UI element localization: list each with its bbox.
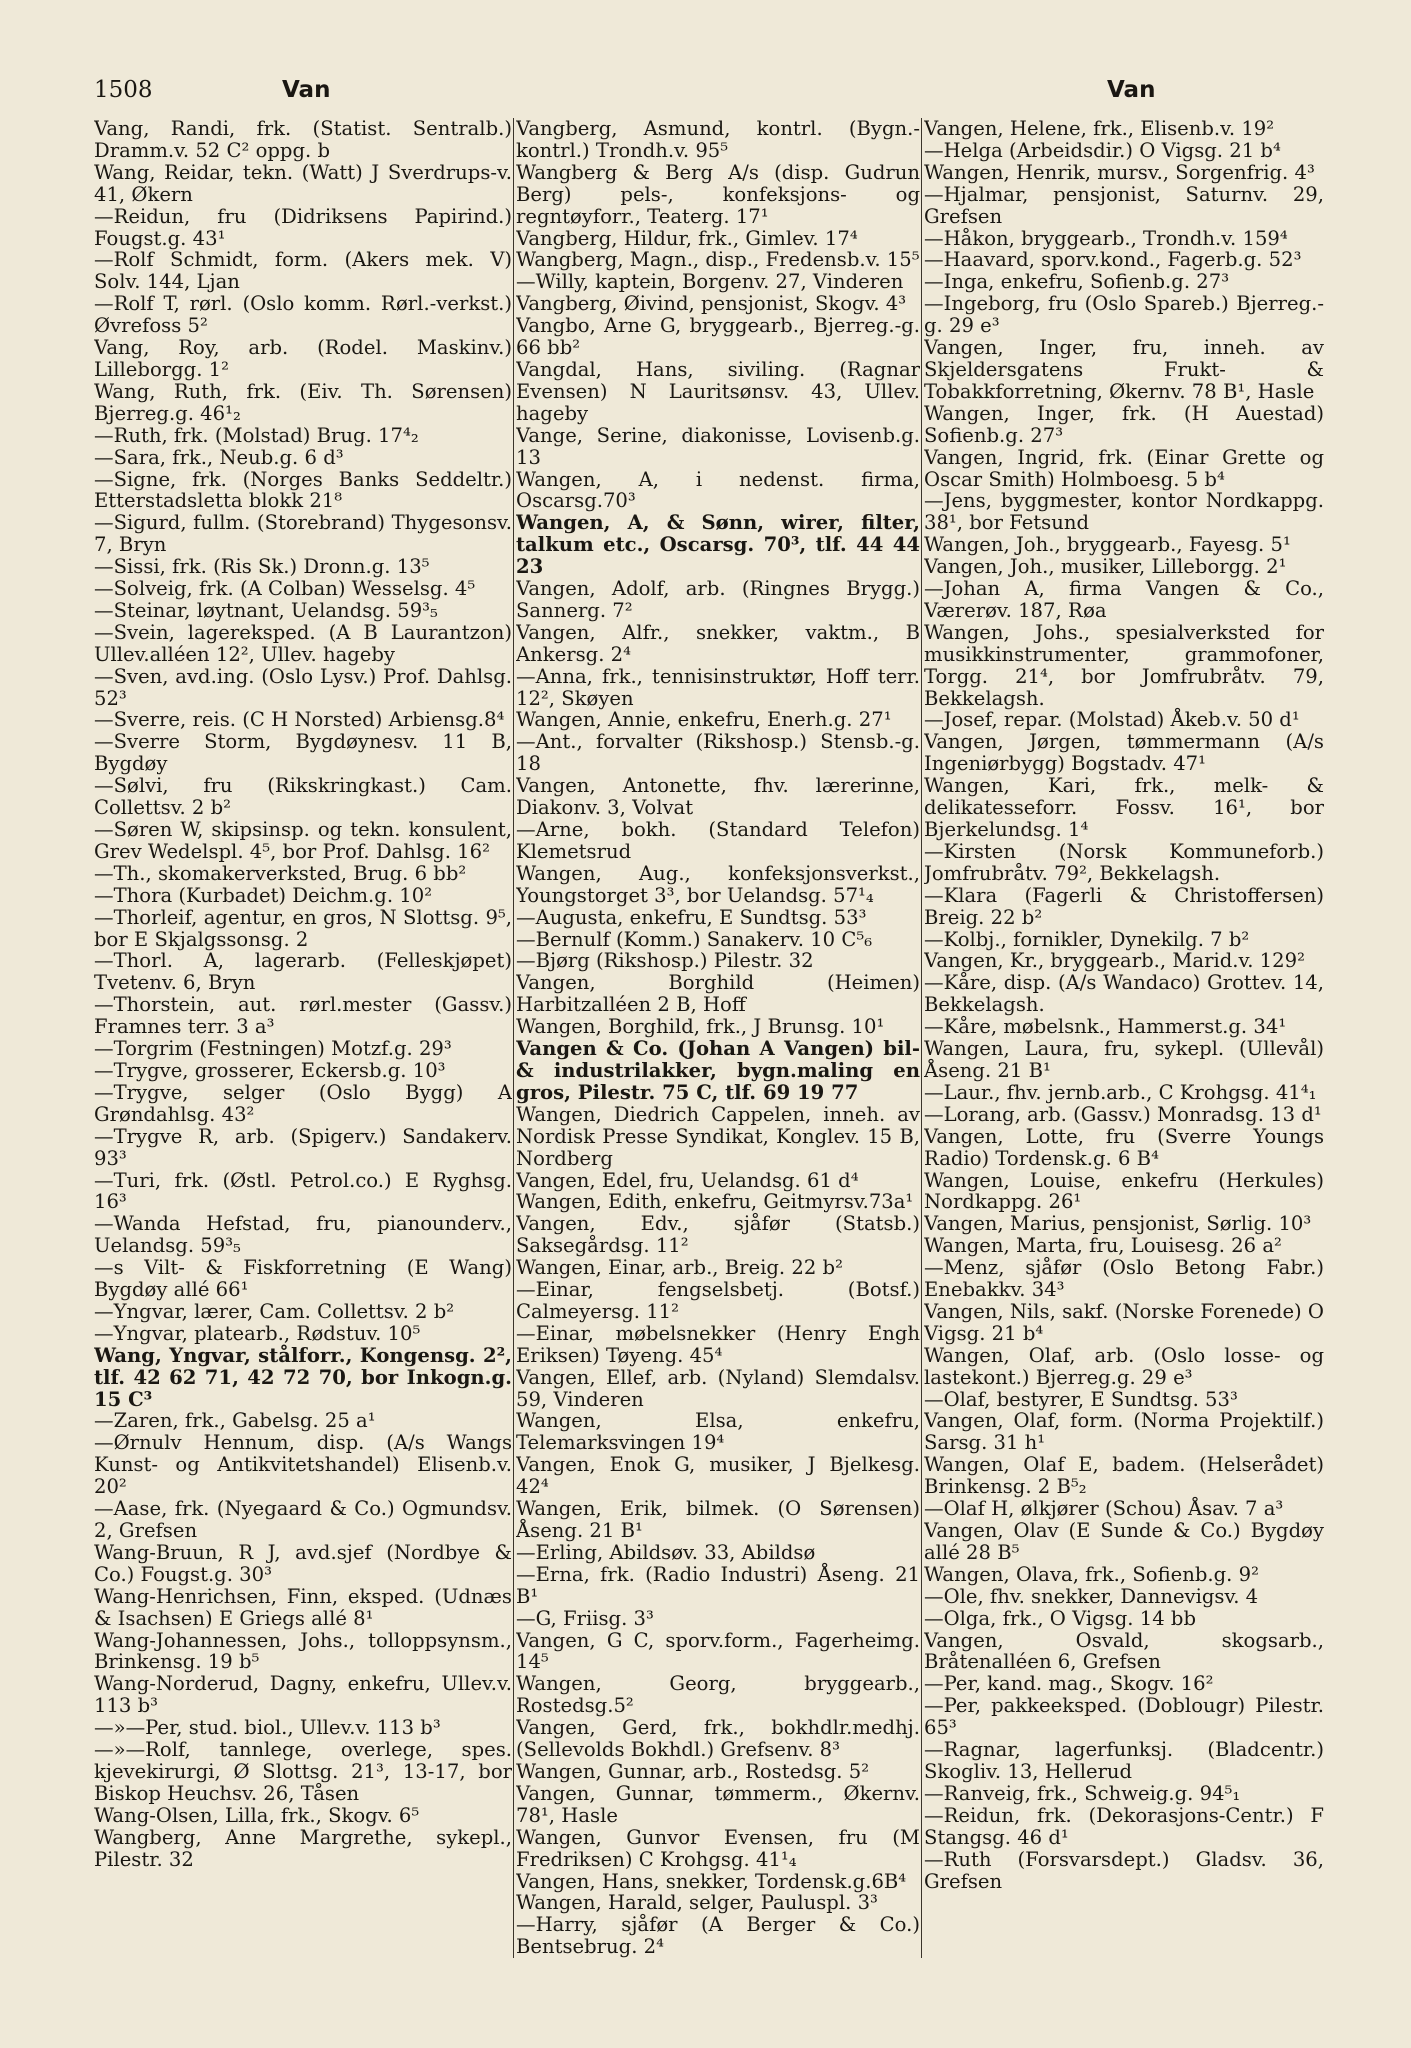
directory-entry: —s Vilt- & Fiskforretning (E Wang) Bygdøy allé 66¹ <box>94 1256 512 1302</box>
directory-entry: Wangen, Johs., spesialverksted for musikkinstrumenter, grammofoner, Torgg. 21⁴, bor Jomfrubråtv. 79, Bekkelagsh. <box>924 620 1324 710</box>
directory-entry: —Arne, bokh. (Standard Telefon) Klemetsrud <box>516 818 920 863</box>
directory-entry: —Signe, frk. (Norges Banks Seddeltr.) Etterstadsletta blokk 21⁸ <box>94 467 512 513</box>
directory-entry: Vangen, Antonette, fhv. lærerinne, Diakonv. 3, Volvat <box>516 774 920 820</box>
directory-entry: Wangen, Edith, enkefru, Geitmyrsv.73a¹ <box>516 1190 914 1214</box>
directory-entry: —Sven, avd.ing. (Oslo Lysv.) Prof. Dahlsg. 52³ <box>94 664 512 710</box>
directory-entry: —Klara (Fagerli & Christoffersen) Breig. 22 b² <box>924 883 1324 929</box>
directory-entry: —Reidun, fru (Didriksens Papirind.) Fougst.g. 43¹ <box>94 204 512 250</box>
directory-entry: Wangen, Aug., konfeksjonsverkst., Youngstorget 3³, bor Uelandsg. 57¹₄ <box>516 861 920 907</box>
directory-entry: Vang, Roy, arb. (Rodel. Maskinv.) Lilleborgg. 1² <box>94 336 512 381</box>
directory-entry: —Josef, repar. (Molstad) Åkeb.v. 50 d¹ <box>924 708 1300 732</box>
directory-entry: —Willy, kaptein, Borgenv. 27, Vinderen <box>516 270 904 294</box>
directory-entry: Wang, Reidar, tekn. (Watt) J Sverdrups-v. 41, Økern <box>94 160 512 206</box>
directory-entry: Vangen, Lotte, fru (Sverre Youngs Radio) Tordensk.g. 6 B⁴ <box>924 1124 1324 1170</box>
directory-entry: —Sverre, reis. (C H Norsted) Arbiensg.8⁴ <box>94 708 505 732</box>
directory-entry: —Menz, sjåfør (Oslo Betong Fabr.) Enebakkv. 34³ <box>924 1256 1324 1302</box>
directory-entry: Wangen, Olava, frk., Sofienb.g. 9² <box>924 1562 1259 1586</box>
directory-entry: Vangen, Joh., musiker, Lilleborgg. 2¹ <box>924 555 1287 579</box>
directory-entry: —Thorleif, agentur, en gros, N Slottsg. 9⁵, bor E Skjalgssonsg. 2 <box>94 905 512 951</box>
directory-entry: Wang-Olsen, Lilla, frk., Skogv. 6⁵ <box>94 1803 420 1827</box>
directory-entry: —Solveig, frk. (A Colban) Wesselsg. 4⁵ <box>94 577 476 601</box>
directory-entry: —Torgrim (Festningen) Motzf.g. 29³ <box>94 1037 452 1061</box>
directory-entry: —Sissi, frk. (Ris Sk.) Dronn.g. 13⁵ <box>94 555 430 579</box>
directory-entry: Vangen, Kr., bryggearb., Marid.v. 129² <box>924 949 1305 973</box>
directory-entry: Vangen, Osvald, skogsarb., Bråtenalléen 6, Grefsen <box>924 1628 1324 1674</box>
directory-entry: —Ant., forvalter (Rikshosp.) Stensb.-g. 18 <box>516 730 920 776</box>
directory-entry: —Ranveig, frk., Schweig.g. 94⁵₁ <box>924 1781 1241 1805</box>
directory-entry: Wangen, Inger, frk. (H Auestad) Sofienb.g. 27³ <box>924 401 1324 447</box>
directory-entry: —Augusta, enkefru, E Sundtsg. 53³ <box>516 905 867 929</box>
directory-entry: Wangen, Henrik, mursv., Sorgenfrig. 4³ <box>924 160 1315 184</box>
directory-entry: Wangen, Borghild, frk., J Brunsg. 10¹ <box>516 1015 885 1039</box>
directory-entry: Vangen, Olaf, form. (Norma Projektilf.) Sarsg. 31 h¹ <box>924 1409 1324 1455</box>
directory-entry: —Johan A, firma Vangen & Co., Værerøv. 187, Røa <box>924 577 1324 622</box>
column-3 <box>924 118 1324 2008</box>
directory-entry: —Sara, frk., Neub.g. 6 d³ <box>94 445 344 469</box>
directory-entry: Vangen, Edv., sjåfør (Statsb.) Saksegårdsg. 11² <box>516 1212 920 1258</box>
directory-entry: —Søren W, skipsinsp. og tekn. konsulent, Grev Wedelspl. 4⁵, bor Prof. Dahlsg. 16² <box>94 818 512 863</box>
directory-entry: —Sølvi, fru (Rikskringkast.) Cam. Collettsv. 2 b² <box>94 774 512 820</box>
directory-entry: Wangberg & Berg A/s (disp. Gudrun Berg) pels-, konfeksjons- og regntøyforr., Teaterg. 17¹ <box>516 160 920 228</box>
directory-entry: Vangberg, Øivind, pensjonist, Skogv. 4³ <box>516 292 907 316</box>
directory-entry: Vangen, G C, sporv.form., Fagerheimg. 14⁵ <box>516 1628 920 1674</box>
directory-entry: Wangen, Diedrich Cappelen, inneh. av Nordisk Presse Syndikat, Konglev. 15 B, Nordberg <box>516 1102 920 1170</box>
directory-entry: —Thorstein, aut. rørl.mester (Gassv.) Framnes terr. 3 a³ <box>94 993 512 1039</box>
directory-entry: Wangen, Harald, selger, Pauluspl. 3³ <box>516 1891 878 1915</box>
directory-entry: —Lorang, arb. (Gassv.) Monradsg. 13 d¹ <box>924 1102 1322 1126</box>
directory-entry: Wangen, Olaf E, badem. (Helserådet) Brinkensg. 2 B⁵₂ <box>924 1453 1324 1499</box>
directory-entry: Wang-Johannessen, Johs., tolloppsynsm., Brinkensg. 19 b⁵ <box>94 1628 512 1674</box>
directory-entry: —Olga, frk., O Vigsg. 14 bb <box>924 1606 1196 1630</box>
directory-entry: Vangbo, Arne G, bryggearb., Bjerreg.-g. 66 bb² <box>516 314 920 360</box>
left-running-head: Van <box>282 77 331 103</box>
directory-entry: —Laur., fhv. jernb.arb., C Krohgsg. 41⁴₁ <box>924 1080 1317 1104</box>
directory-entry: Vangen & Co. (Johan A Vangen) bil- & industrilakker, bygn.maling en gros, Pilestr. 75 C, tlf. 69 19 77 <box>516 1037 920 1104</box>
directory-entry: —Erling, Abildsøv. 33, Abildsø <box>516 1540 816 1564</box>
directory-entry: —Håkon, bryggearb., Trondh.v. 159⁴ <box>924 226 1288 250</box>
column-2 <box>516 118 920 2008</box>
directory-entry: Wangen, Elsa, enkefru, Telemarksvingen 19⁴ <box>516 1409 920 1455</box>
directory-entry: —Zaren, frk., Gabelsg. 25 a¹ <box>94 1409 376 1433</box>
directory-entry: Vangen, Inger, fru, inneh. av Skjeldersgatens Frukt- & Tobakkforretning, Økernv. 78 B¹, Hasle <box>924 336 1324 403</box>
directory-entry: —Olaf H, ølkjører (Schou) Åsav. 7 a³ <box>924 1497 1284 1521</box>
directory-entry: —Kirsten (Norsk Kommuneforb.) Jomfrubråtv. 79², Bekkelagsh. <box>924 839 1324 885</box>
directory-entry: Wang-Norderud, Dagny, enkefru, Ullev.v. 113 b³ <box>94 1672 512 1718</box>
directory-entry: —Bernulf (Komm.) Sanakerv. 10 C⁵₆ <box>516 927 873 951</box>
directory-entry: Vangen, Olav (E Sunde & Co.) Bygdøy allé 28 B⁵ <box>924 1519 1324 1564</box>
directory-entry: —Thorl. A, lagerarb. (Felleskjøpet) Tvetenv. 6, Bryn <box>94 949 512 995</box>
directory-entry: Wangberg, Anne Margrethe, sykepl., Pilestr. 32 <box>94 1825 512 1871</box>
directory-entry: Wangberg, Magn., disp., Fredensb.v. 15⁵ <box>516 248 920 272</box>
directory-entry: —Harry, sjåfør (A Berger & Co.) Bentsebrug. 2⁴ <box>516 1913 920 1959</box>
directory-entry: Vangen, Nils, sakf. (Norske Forenede) O Vigsg. 21 b⁴ <box>924 1299 1324 1345</box>
directory-entry: Wangen, Annie, enkefru, Enerh.g. 27¹ <box>516 708 892 732</box>
directory-entry: Wangen, Laura, fru, sykepl. (Ullevål) Åseng. 21 B¹ <box>924 1037 1324 1082</box>
directory-entry: Vange, Serine, diakonisse, Lovisenb.g. 13 <box>516 423 920 469</box>
directory-entry: Wangen, A, i nedenst. firma, Oscarsg.70³ <box>516 467 920 513</box>
directory-entry: —Trygve R, arb. (Spigerv.) Sandakerv. 93³ <box>94 1124 512 1170</box>
directory-entry: —Th., skomakerverksted, Brug. 6 bb² <box>94 861 467 885</box>
directory-entry: —Ruth, frk. (Molstad) Brug. 17⁴₂ <box>94 423 419 447</box>
directory-entry: Wangen, Kari, frk., melk- & delikatesseforr. Fossv. 16¹, bor Bjerkelundsg. 1⁴ <box>924 774 1324 841</box>
directory-entry: Vangen, Gerd, frk., bokhdlr.medhj. (Sellevolds Bokhdl.) Grefsenv. 8³ <box>516 1716 920 1762</box>
directory-entry: —Trygve, selger (Oslo Bygg) A Grøndahlsg. 43² <box>94 1080 512 1126</box>
directory-entry: —Kåre, disp. (A/s Wandaco) Grottev. 14, Bekkelagsh. <box>924 971 1324 1017</box>
directory-entry: —Turi, frk. (Østl. Petrol.co.) E Ryghsg. 16³ <box>94 1168 512 1214</box>
directory-entry: Wangen, Gunvor Evensen, fru (M Fredriksen) C Krohgsg. 41¹₄ <box>516 1825 920 1871</box>
directory-entry: Wangen, Einar, arb., Breig. 22 b² <box>516 1256 843 1280</box>
directory-entry: Wang-Henrichsen, Finn, eksped. (Udnæs & Isachsen) E Griegs allé 8¹ <box>94 1584 512 1630</box>
directory-entry: —G, Friisg. 3³ <box>516 1606 654 1630</box>
directory-entry: —Ruth (Forsvarsdept.) Gladsv. 36, Grefsen <box>924 1847 1324 1893</box>
directory-entry: Vangen, Hans, snekker, Tordensk.g.6B⁴ <box>516 1869 907 1893</box>
directory-entry: Vangen, Ellef, arb. (Nyland) Slemdalsv. 59, Vinderen <box>516 1365 920 1411</box>
directory-entry: —Olaf, bestyrer, E Sundtsg. 53³ <box>924 1387 1238 1411</box>
directory-entry: —Thora (Kurbadet) Deichm.g. 10² <box>94 883 433 907</box>
directory-entry: —Jens, byggmester, kontor Nordkappg. 38¹, bor Fetsund <box>924 489 1324 535</box>
directory-entry: Vangen, Alfr., snekker, vaktm., B Ankersg. 2⁴ <box>516 620 920 666</box>
right-running-head: Van <box>1107 77 1156 103</box>
directory-entry: Wangen, Olaf, arb. (Oslo losse- og lastekont.) Bjerreg.g. 29 e³ <box>924 1343 1324 1389</box>
directory-entry: Wang, Ruth, frk. (Eiv. Th. Sørensen) Bjerreg.g. 46¹₂ <box>94 379 512 425</box>
directory-entry: Vangen, Helene, frk., Elisenb.v. 19² <box>924 118 1275 140</box>
directory-entry: Wangen, Georg, bryggearb., Rostedsg.5² <box>516 1672 920 1718</box>
directory-entry: Wangen, A, & Sønn, wirer, filter, talkum etc., Oscarsg. 70³, tlf. 44 44 23 <box>516 511 920 579</box>
directory-entry: Vangberg, Asmund, kontrl. (Bygn.-kontrl.) Trondh.v. 95⁵ <box>516 118 920 162</box>
directory-entry: —Trygve, grosserer, Eckersb.g. 10³ <box>94 1058 446 1082</box>
directory-entry: —Ørnulv Hennum, disp. (A/s Wangs Kunst- og Antikvitetshandel) Elisenb.v. 20² <box>94 1431 512 1499</box>
directory-entry: —Per, pakkeeksped. (Doblougr) Pilestr. 65³ <box>924 1694 1324 1740</box>
directory-entry: —Reidun, frk. (Dekorasjons-Centr.) F Stangsg. 46 d¹ <box>924 1803 1324 1849</box>
directory-entry: Vangen, Gunnar, tømmerm., Økernv. 78¹, Hasle <box>516 1781 920 1827</box>
directory-entry: —Kolbj., fornikler, Dynekilg. 7 b² <box>924 927 1250 951</box>
directory-entry: Vangen, Jørgen, tømmermann (A/s Ingeniørbygg) Bogstadv. 47¹ <box>924 730 1324 776</box>
directory-entry: Vangen, Marius, pensjonist, Sørlig. 10³ <box>924 1212 1312 1236</box>
directory-entry: —Sverre Storm, Bygdøynesv. 11 B, Bygdøy <box>94 730 512 776</box>
directory-entry: Vangen, Edel, fru, Uelandsg. 61 d⁴ <box>516 1168 859 1192</box>
directory-entry: Wang-Bruun, R J, avd.sjef (Nordbye & Co.) Fougst.g. 30³ <box>94 1540 512 1586</box>
directory-entry: —Bjørg (Rikshosp.) Pilestr. 32 <box>516 949 814 973</box>
directory-entry: —Rolf Schmidt, form. (Akers mek. V) Solv. 144, Ljan <box>94 248 512 294</box>
directory-entry: —»—Rolf, tannlege, overlege, spes. kjevekirurgi, Ø Slottsg. 21³, 13-17, bor Biskop Heuchsv. 26, Tåsen <box>94 1738 512 1805</box>
directory-entry: —Yngvar, platearb., Rødstuv. 10⁵ <box>94 1321 421 1345</box>
directory-entry: Wangen, Joh., bryggearb., Fayesg. 5¹ <box>924 533 1291 557</box>
page-number: 1508 <box>94 77 153 103</box>
directory-entry: —Inga, enkefru, Sofienb.g. 27³ <box>924 270 1230 294</box>
directory-entry: Wangen, Louise, enkefru (Herkules) Nordkappg. 26¹ <box>924 1168 1324 1214</box>
directory-entry: Vangen, Enok G, musiker, J Bjelkesg. 42⁴ <box>516 1453 920 1499</box>
directory-entry: —»—Per, stud. biol., Ullev.v. 113 b³ <box>94 1716 441 1740</box>
directory-entry: —Ragnar, lagerfunksj. (Bladcentr.) Skogliv. 13, Hellerud <box>924 1738 1324 1783</box>
directory-entry: —Wanda Hefstad, fru, pianounderv., Uelandsg. 59³₅ <box>94 1212 512 1258</box>
directory-entry: Vangen, Ingrid, frk. (Einar Grette og Oscar Smith) Holmboesg. 5 b⁴ <box>924 445 1324 491</box>
directory-entry: —Steinar, løytnant, Uelandsg. 59³₅ <box>94 598 438 622</box>
directory-entry: —Yngvar, lærer, Cam. Collettsv. 2 b² <box>94 1299 455 1323</box>
directory-entry: —Svein, lagereksped. (A B Laurantzon) Ullev.alléen 12², Ullev. hageby <box>94 620 512 666</box>
directory-entry: Wangen, Marta, fru, Louisesg. 26 a² <box>924 1234 1282 1258</box>
directory-entry: —Anna, frk., tennisinstruktør, Hoff terr. 12², Skøyen <box>516 664 920 710</box>
directory-entry: —Rolf T, rørl. (Oslo komm. Rørl.-verkst.) Øvrefoss 5² <box>94 292 512 338</box>
column-divider-2 <box>921 118 922 1958</box>
directory-entry: —Haavard, sporv.kond., Fagerb.g. 52³ <box>924 248 1302 272</box>
directory-entry: Vangdal, Hans, siviling. (Ragnar Evensen) N Lauritsønsv. 43, Ullev. hageby <box>516 357 920 425</box>
directory-entry: —Per, kand. mag., Skogv. 16² <box>924 1672 1214 1696</box>
directory-entry: Wangen, Gunnar, arb., Rostedsg. 5² <box>516 1759 870 1783</box>
directory-entry: —Erna, frk. (Radio Industri) Åseng. 21 B¹ <box>516 1562 920 1608</box>
directory-entry: Vangberg, Hildur, frk., Gimlev. 17⁴ <box>516 226 858 250</box>
directory-entry: —Ingeborg, fru (Oslo Spareb.) Bjerreg.-g. 29 e³ <box>924 292 1324 338</box>
directory-entry: —Einar, fengselsbetj. (Botsf.) Calmeyersg. 11² <box>516 1278 920 1323</box>
directory-entry: —Aase, frk. (Nyegaard & Co.) Ogmundsv. 2, Grefsen <box>94 1497 512 1542</box>
directory-entry: —Helga (Arbeidsdir.) O Vigsg. 21 b⁴ <box>924 138 1281 162</box>
directory-entry: Wangen, Erik, bilmek. (O Sørensen) Åseng. 21 B¹ <box>516 1497 920 1542</box>
directory-entry: Vangen, Borghild (Heimen) Harbitzalléen 2 B, Hoff <box>516 971 920 1017</box>
directory-entry: —Einar, møbelsnekker (Henry Engh Eriksen) Tøyeng. 45⁴ <box>516 1321 920 1367</box>
directory-entry: —Sigurd, fullm. (Storebrand) Thygesonsv. 7, Bryn <box>94 511 512 557</box>
column-1 <box>94 118 512 2008</box>
directory-entry: —Ole, fhv. snekker, Dannevigsv. 4 <box>924 1584 1259 1608</box>
directory-entry: —Hjalmar, pensjonist, Saturnv. 29, Grefsen <box>924 182 1324 228</box>
directory-entry: Vang, Randi, frk. (Statist. Sentralb.) Dramm.v. 52 C² oppg. b <box>94 118 512 162</box>
directory-entry: Vangen, Adolf, arb. (Ringnes Brygg.) Sannerg. 7² <box>516 577 920 622</box>
column-divider-1 <box>513 118 514 1958</box>
directory-entry: Wang, Yngvar, stålforr., Kongensg. 2², tlf. 42 62 71, 42 72 70, bor Inkogn.g. 15 C³ <box>94 1343 512 1411</box>
directory-entry: —Kåre, møbelsnk., Hammerst.g. 34¹ <box>924 1015 1287 1039</box>
